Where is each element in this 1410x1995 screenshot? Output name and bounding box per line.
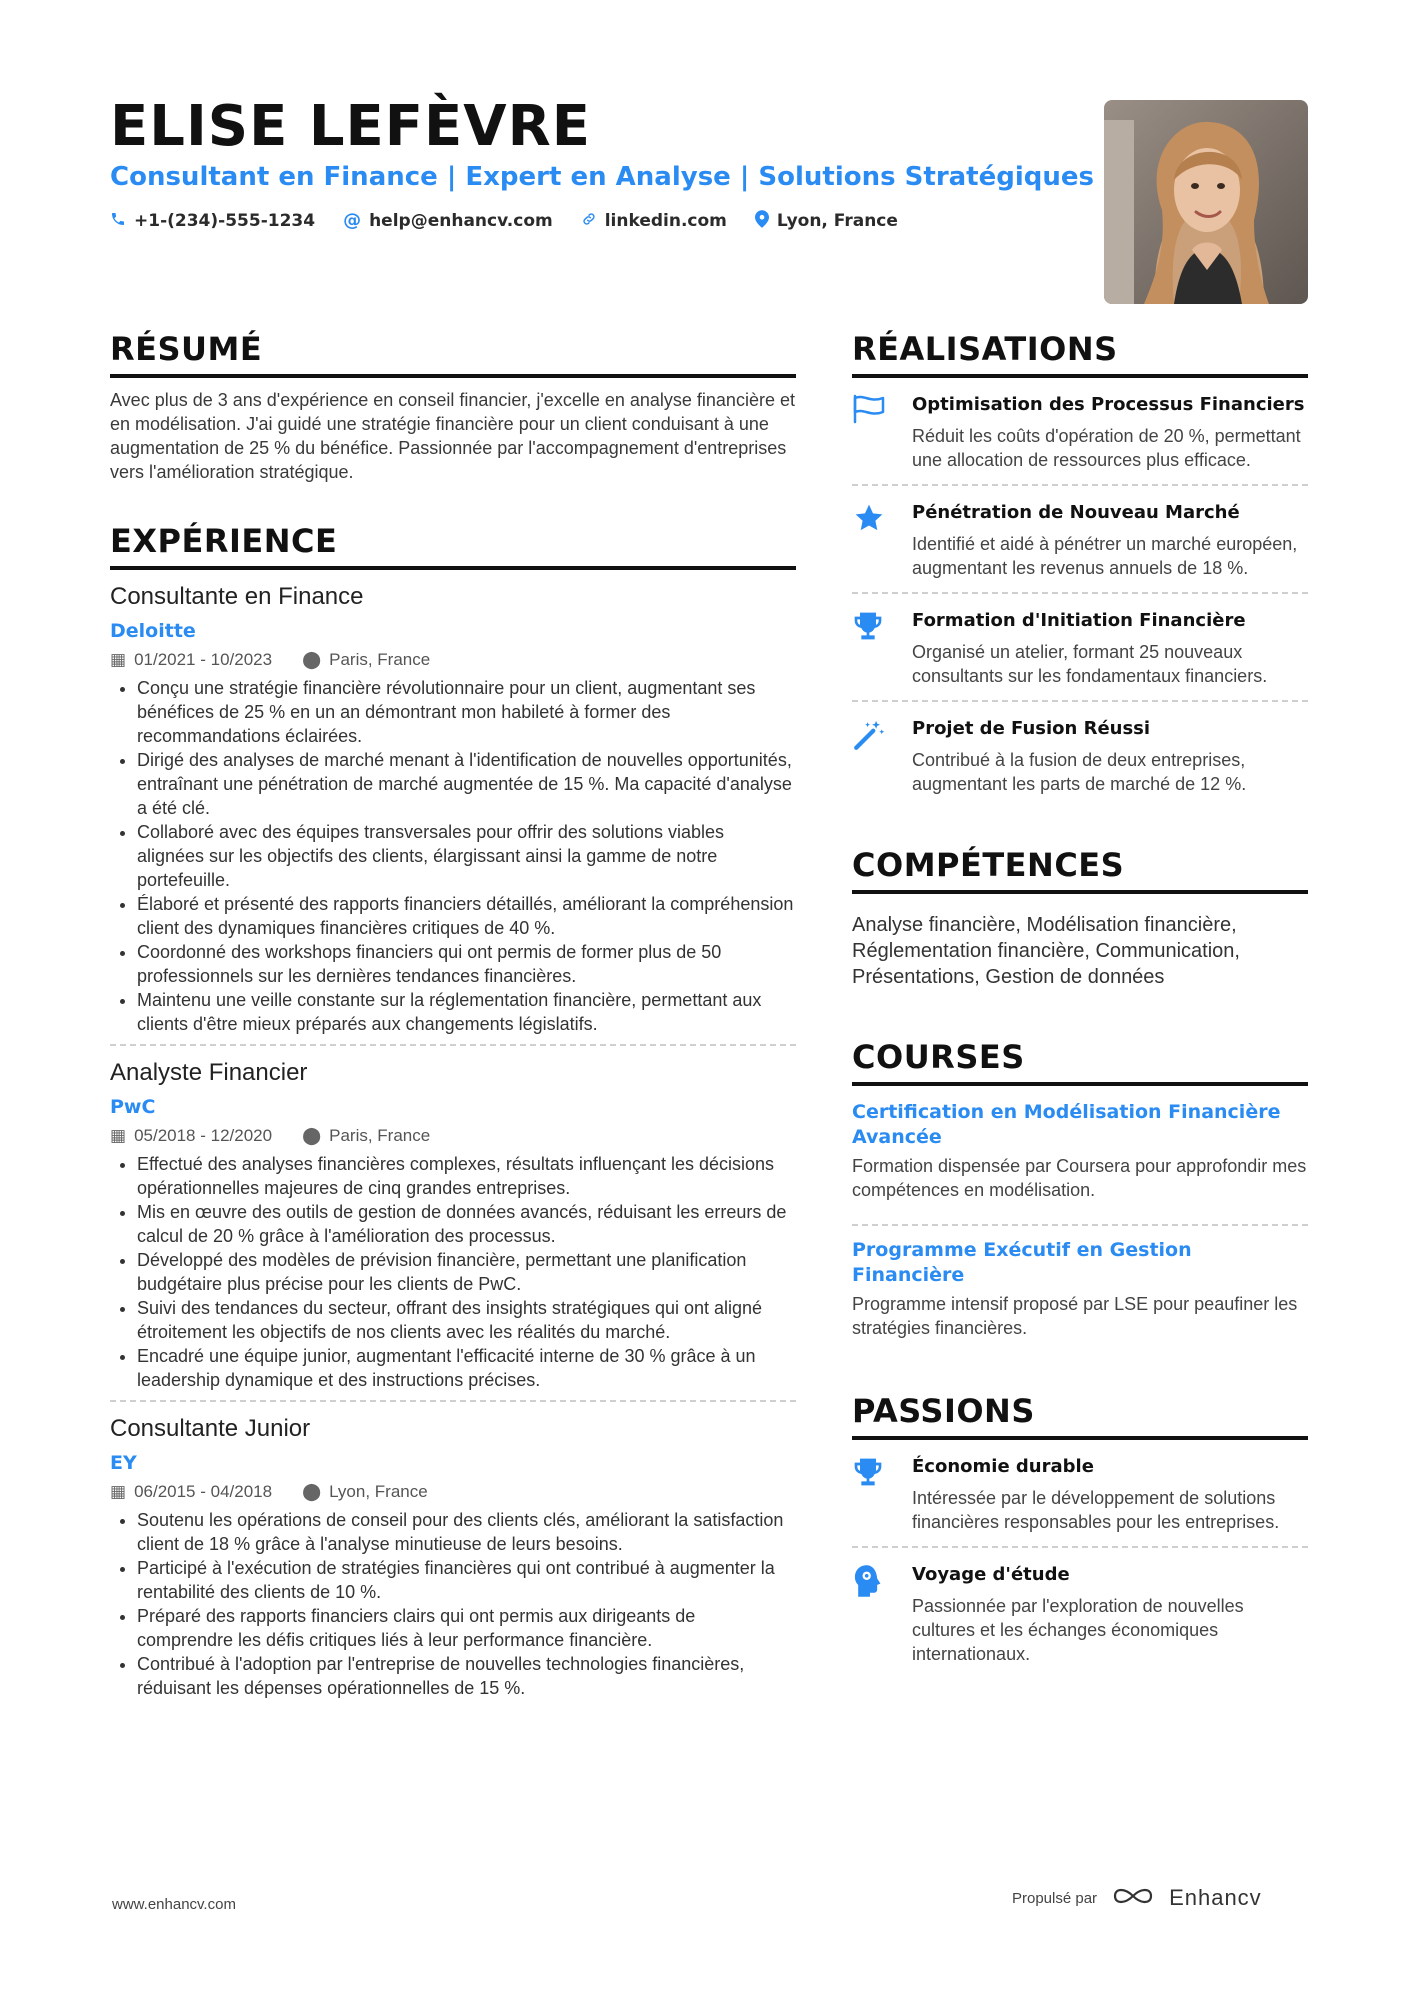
skills-heading: COMPÉTENCES xyxy=(852,846,1308,894)
footer-website[interactable]: www.enhancv.com xyxy=(112,1896,236,1913)
list-item: • Suivi des tendances du secteur, offrant des insights stratégiques qui ont aligné étroitement les objectifs de nos clients avec les réalités du marché. xyxy=(137,1296,796,1344)
brand-name: Enhancv xyxy=(1169,1885,1262,1910)
job-location: Paris, France xyxy=(329,650,431,669)
achievements-section xyxy=(852,330,1308,808)
list-item: • Maintenu une veille constante sur la réglementation financière, permettant aux clients d'être mieux préparés aux changements législatifs. xyxy=(137,988,796,1036)
job-dates: 05/2018 - 12/2020 xyxy=(134,1126,273,1145)
footer-branding xyxy=(1012,1884,1262,1912)
achievement-desc: Identifié et aidé à pénétrer un marché européen, augmentant les revenus annuels de 18 %. xyxy=(912,534,1298,578)
achievement-item xyxy=(852,700,1308,808)
calendar-icon: ▦ xyxy=(110,1482,127,1501)
job-meta xyxy=(110,1126,796,1146)
achievement-item xyxy=(852,484,1308,592)
list-item: • Participé à l'exécution de stratégies financières qui ont contribué à augmenter la rentabilité des clients de 10 %. xyxy=(137,1556,796,1604)
experience-heading: EXPÉRIENCE xyxy=(110,522,796,570)
achievement-title: Pénétration de Nouveau Marché xyxy=(912,502,1240,523)
right-column xyxy=(852,330,1308,1716)
phone-text: +1-(234)-555-1234 xyxy=(134,211,316,231)
course-desc: Programme intensif proposé par LSE pour peaufiner les stratégies financières. xyxy=(852,1294,1298,1338)
contact-email[interactable] xyxy=(343,210,553,232)
location-pin-icon xyxy=(755,210,769,232)
job-dates: 06/2015 - 04/2018 xyxy=(134,1482,273,1501)
job-title: Consultante en Finance xyxy=(110,583,364,610)
skills-section xyxy=(852,846,1308,990)
list-item: • Élaboré et présenté des rapports financiers détaillés, améliorant la compréhension client des dynamiques financières critiques de 40 %. xyxy=(137,892,796,940)
contact-location xyxy=(755,210,898,232)
list-item: • Collaboré avec des équipes transversales pour offrir des solutions viables alignées sur les objectifs des clients, élargissant ainsi la gamme de notre portefeuille. xyxy=(137,820,796,892)
flag-icon xyxy=(852,392,912,472)
powered-by-label: Propulsé par xyxy=(1012,1889,1098,1907)
job-bullets xyxy=(110,676,796,1036)
company-name: Deloitte xyxy=(110,620,196,642)
email-text: help@enhancv.com xyxy=(369,211,553,231)
passion-desc: Intéressée par le développement de solutions financières responsables pour les entreprises. xyxy=(912,1488,1280,1532)
job-entry xyxy=(110,1400,796,1708)
list-item: • Coordonné des workshops financiers qui ont permis de former plus de 50 professionnels sur les dernières tendances financières. xyxy=(137,940,796,988)
profile-photo xyxy=(1104,100,1308,304)
passions-heading: PASSIONS xyxy=(852,1392,1308,1440)
passion-title: Économie durable xyxy=(912,1456,1094,1477)
star-icon xyxy=(852,500,912,580)
achievement-desc: Réduit les coûts d'opération de 20 %, permettant une allocation de ressources plus efficace. xyxy=(912,426,1301,470)
achievement-title: Formation d'Initiation Financière xyxy=(912,610,1246,631)
linkedin-text: linkedin.com xyxy=(604,211,727,231)
location-text: Lyon, France xyxy=(776,211,898,231)
job-title: Analyste Financier xyxy=(110,1059,308,1086)
achievement-item xyxy=(852,378,1308,484)
course-desc: Formation dispensée par Coursera pour approfondir mes compétences en modélisation. xyxy=(852,1156,1307,1200)
calendar-icon: ▦ xyxy=(110,1126,127,1145)
company-name: EY xyxy=(110,1452,137,1474)
job-title: Consultante Junior xyxy=(110,1415,311,1442)
list-item: • Contribué à l'adoption par l'entreprise de nouvelles technologies financières, réduisant les dépenses opérationnelles de 15 %. xyxy=(137,1652,796,1700)
passions-section xyxy=(852,1392,1308,1678)
link-icon xyxy=(581,211,597,231)
passion-desc: Passionnée par l'exploration de nouvelles cultures et les échanges économiques internationaux. xyxy=(912,1596,1244,1664)
list-item: • Développé des modèles de prévision financière, permettant une planification budgétaire plus précise pour les clients de PwC. xyxy=(137,1248,796,1296)
job-location: Paris, France xyxy=(329,1126,431,1145)
left-column xyxy=(110,330,796,1708)
contact-linkedin[interactable] xyxy=(581,210,727,232)
achievement-title: Optimisation des Processus Financiers xyxy=(912,394,1305,415)
list-item: • Encadré une équipe junior, augmentant l'efficacité interne de 30 % grâce à un leadership dynamique et des instructions précises. xyxy=(137,1344,796,1392)
list-item: • Dirigé des analyses de marché menant à l'identification de nouvelles opportunités, entraînant une pénétration de marché augmentée de 15 %. Ma capacité d'analyse a été clé. xyxy=(137,748,796,820)
phone-icon xyxy=(110,211,126,231)
courses-section xyxy=(852,1038,1308,1348)
trophy-icon xyxy=(852,608,912,688)
company-name: PwC xyxy=(110,1096,156,1118)
candidate-name: ELISE LEFÈVRE xyxy=(110,94,592,159)
contact-bar xyxy=(110,210,898,232)
enhancv-logo-icon xyxy=(1111,1884,1155,1912)
achievement-desc: Organisé un atelier, formant 25 nouveaux consultants sur les fondamentaux financiers. xyxy=(912,642,1268,686)
head-icon xyxy=(852,1562,912,1666)
course-item xyxy=(852,1224,1308,1348)
location-pin-icon: ⬤ xyxy=(302,650,322,669)
list-item: • Conçu une stratégie financière révolutionnaire pour un client, augmentant ses bénéfices de 25 % en un an démontrant mon habileté à former des recommandations éclairées. xyxy=(137,676,796,748)
achievements-heading: RÉALISATIONS xyxy=(852,330,1308,378)
job-bullets xyxy=(110,1508,796,1700)
location-pin-icon: ⬤ xyxy=(302,1482,322,1501)
experience-section xyxy=(110,522,796,1708)
job-meta xyxy=(110,650,796,670)
location-pin-icon: ⬤ xyxy=(302,1126,322,1145)
job-bullets xyxy=(110,1152,796,1392)
summary-heading: RÉSUMÉ xyxy=(110,330,796,378)
job-dates: 01/2021 - 10/2023 xyxy=(134,650,273,669)
at-icon: @ xyxy=(343,210,362,231)
job-entry xyxy=(110,1044,796,1400)
job-entry xyxy=(110,570,796,1044)
course-title: Programme Exécutif en Gestion Financière xyxy=(852,1239,1192,1286)
skills-text: Analyse financière, Modélisation financière, Réglementation financière, Communication, Présentations, Gestion de données xyxy=(852,914,1240,988)
trophy-icon xyxy=(852,1454,912,1534)
achievement-desc: Contribué à la fusion de deux entreprises, augmentant les parts de marché de 12 %. xyxy=(912,750,1247,794)
passion-item xyxy=(852,1440,1308,1546)
headline: Consultant en Finance | Expert en Analyse | Solutions Stratégiques xyxy=(110,162,1095,192)
achievement-title: Projet de Fusion Réussi xyxy=(912,718,1151,739)
job-meta xyxy=(110,1482,796,1502)
summary-text: Avec plus de 3 ans d'expérience en conseil financier, j'excelle en analyse financière et en modélisation. J'ai guidé une stratégie financière pour un client conduisant à une augmentation de 25 % du bénéfice. Passionnée par l'accompagnement d'entreprises vers l'amélioration stratégique. xyxy=(110,390,795,482)
passion-item xyxy=(852,1546,1308,1678)
magic-wand-icon xyxy=(852,716,912,796)
passion-title: Voyage d'étude xyxy=(912,1564,1070,1585)
course-title: Certification en Modélisation Financière Avancée xyxy=(852,1101,1281,1148)
course-item xyxy=(852,1100,1308,1210)
list-item: • Préparé des rapports financiers clairs qui ont permis aux dirigeants de comprendre les défis critiques liés à leur performance financière. xyxy=(137,1604,796,1652)
summary-section xyxy=(110,330,796,484)
list-item: • Mis en œuvre des outils de gestion de données avancés, réduisant les erreurs de calcul de 20 % grâce à l'amélioration des processus. xyxy=(137,1200,796,1248)
job-location: Lyon, France xyxy=(329,1482,428,1501)
achievement-item xyxy=(852,592,1308,700)
calendar-icon: ▦ xyxy=(110,650,127,669)
list-item: • Effectué des analyses financières complexes, résultats influençant les décisions opérationnelles majeures de cinq grandes entreprises. xyxy=(137,1152,796,1200)
list-item: • Soutenu les opérations de conseil pour des clients clés, améliorant la satisfaction client de 18 % grâce à l'analyse minutieuse de leurs besoins. xyxy=(137,1508,796,1556)
courses-heading: COURSES xyxy=(852,1038,1308,1086)
contact-phone[interactable] xyxy=(110,210,315,232)
